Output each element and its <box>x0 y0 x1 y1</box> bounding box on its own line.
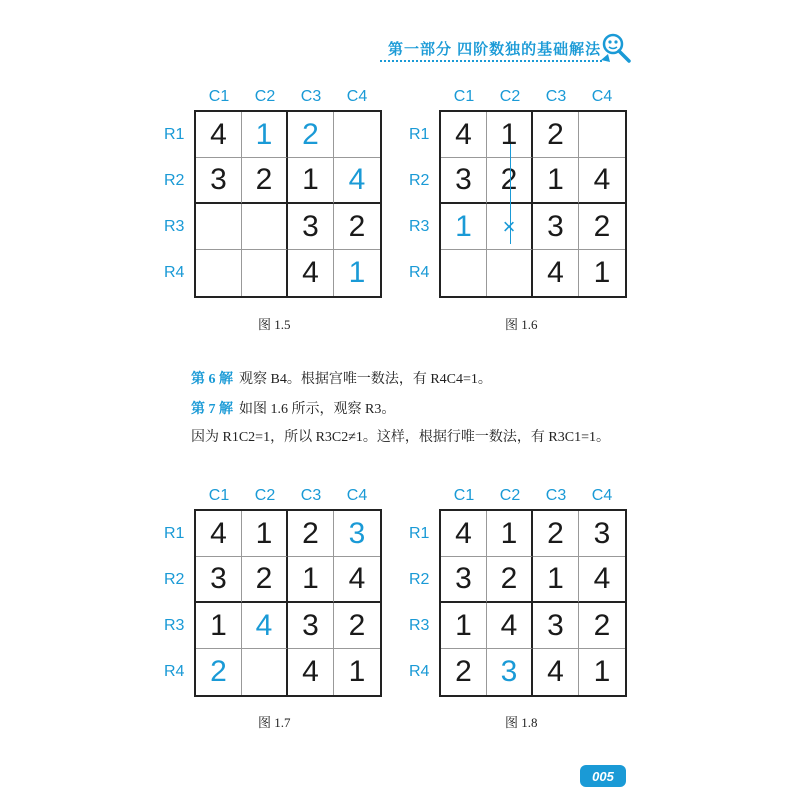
sudoku-cell: 3 <box>533 603 579 649</box>
row-label: R4 <box>164 264 185 281</box>
row-label: R2 <box>164 571 185 588</box>
sudoku-cell: 2 <box>487 158 533 204</box>
step-7-body: 如图 1.6 所示，观察 R3。 <box>239 402 396 417</box>
magnifier-mascot-icon <box>598 30 634 66</box>
sudoku-cell: 3 <box>441 557 487 603</box>
column-label: C4 <box>346 88 368 105</box>
sudoku-cell: 3 <box>487 649 533 695</box>
column-label: C4 <box>346 487 368 504</box>
row-label: R2 <box>409 172 430 189</box>
sudoku-cell: 4 <box>196 112 242 158</box>
sudoku-cell: × <box>487 204 533 250</box>
sudoku-cell: 2 <box>533 511 579 557</box>
sudoku-cell: 3 <box>288 204 334 250</box>
sudoku-cell: 4 <box>334 557 380 603</box>
row-label: R3 <box>164 218 185 235</box>
figure-caption-1-8: 图 1.8 <box>505 715 538 730</box>
sudoku-cell: 3 <box>196 158 242 204</box>
row-label: R1 <box>409 126 430 143</box>
step-6-paragraph <box>191 368 492 388</box>
sudoku-cell: 1 <box>348 655 366 688</box>
column-label: C1 <box>453 487 475 504</box>
column-label: C2 <box>254 487 276 504</box>
sudoku-cell: 1 <box>487 112 533 158</box>
row-label: R1 <box>409 525 430 542</box>
sudoku-cell: 1 <box>348 256 366 289</box>
row-label: R3 <box>409 218 430 235</box>
sudoku-cell: 3 <box>533 204 579 250</box>
sudoku-cell: 1 <box>242 112 288 158</box>
sudoku-figure-1-8 <box>409 487 649 727</box>
sudoku-grid <box>439 110 627 298</box>
sudoku-cell: 4 <box>196 511 242 557</box>
sudoku-cell: 2 <box>334 603 380 649</box>
sudoku-cell: 1 <box>242 511 288 557</box>
header-dotted-rule <box>380 60 602 62</box>
sudoku-cell <box>334 112 380 158</box>
column-label: C4 <box>591 487 613 504</box>
sudoku-cell: 2 <box>288 112 334 158</box>
sudoku-cell: 1 <box>441 204 487 250</box>
row-label: R2 <box>409 571 430 588</box>
sudoku-cell: 2 <box>579 603 625 649</box>
step-6-label: 第 6 解 <box>191 372 233 387</box>
sudoku-grid <box>194 509 382 697</box>
sudoku-cell: 4 <box>579 557 625 603</box>
sudoku-cell: 2 <box>334 204 380 250</box>
sudoku-cell: 2 <box>533 112 579 158</box>
figure-caption-1-6: 图 1.6 <box>505 317 538 332</box>
sudoku-cell: 4 <box>533 250 579 296</box>
sudoku-cell: 2 <box>487 557 533 603</box>
row-label: R2 <box>164 172 185 189</box>
sudoku-cell: 1 <box>533 158 579 204</box>
column-label: C3 <box>545 487 567 504</box>
step-6-body: 观察 B4。根据宫唯一数法，有 R4C4=1。 <box>239 372 492 387</box>
column-label: C4 <box>591 88 613 105</box>
sudoku-cell: 1 <box>487 511 533 557</box>
sudoku-cell: 4 <box>533 649 579 695</box>
sudoku-cell: 2 <box>242 557 288 603</box>
step-7-paragraph <box>191 398 395 418</box>
sudoku-grid <box>194 110 382 298</box>
header-title: 第一部分 四阶数独的基础解法 <box>388 41 602 58</box>
column-label: C2 <box>499 487 521 504</box>
sudoku-cell: 3 <box>196 557 242 603</box>
sudoku-cell: 2 <box>441 649 487 695</box>
sudoku-cell <box>441 250 487 296</box>
column-label: C1 <box>208 88 230 105</box>
sudoku-cell: 1 <box>593 655 611 688</box>
sudoku-cell: 1 <box>533 557 579 603</box>
sudoku-cell: 4 <box>242 603 288 649</box>
sudoku-cell <box>487 250 533 296</box>
sudoku-figure-1-5 <box>164 88 404 328</box>
column-label: C1 <box>208 487 230 504</box>
step-7-label: 第 7 解 <box>191 402 233 417</box>
column-label: C3 <box>545 88 567 105</box>
sudoku-cell: 3 <box>288 603 334 649</box>
page-number: 005 <box>580 765 626 787</box>
row-label: R1 <box>164 126 185 143</box>
row-label: R1 <box>164 525 185 542</box>
sudoku-cell: 4 <box>288 649 334 695</box>
row-label: R3 <box>409 617 430 634</box>
sudoku-cell: 4 <box>334 158 380 204</box>
sudoku-cell: 2 <box>288 511 334 557</box>
column-label: C1 <box>453 88 475 105</box>
sudoku-cell: 1 <box>593 256 611 289</box>
elimination-line <box>510 144 511 244</box>
row-label: R4 <box>409 663 430 680</box>
sudoku-cell: 2 <box>242 158 288 204</box>
sudoku-cell <box>242 649 288 695</box>
sudoku-cell: 4 <box>288 250 334 296</box>
sudoku-cell: 4 <box>487 603 533 649</box>
column-label: C2 <box>254 88 276 105</box>
sudoku-cell: 3 <box>579 511 625 557</box>
sudoku-cell: 4 <box>441 112 487 158</box>
sudoku-figure-1-6 <box>409 88 649 328</box>
sudoku-cell: 1 <box>196 603 242 649</box>
sudoku-cell: 1 <box>441 603 487 649</box>
sudoku-cell: 4 <box>579 158 625 204</box>
sudoku-cell <box>196 250 242 296</box>
sudoku-figure-1-7 <box>164 487 404 727</box>
row-label: R4 <box>409 264 430 281</box>
sudoku-cell: 4 <box>441 511 487 557</box>
sudoku-cell: 1 <box>288 557 334 603</box>
sudoku-cell <box>242 250 288 296</box>
sudoku-cell <box>196 204 242 250</box>
sudoku-cell: 1 <box>288 158 334 204</box>
column-label: C3 <box>300 88 322 105</box>
figure-caption-1-7: 图 1.7 <box>258 715 291 730</box>
sudoku-cell: 3 <box>441 158 487 204</box>
column-label: C2 <box>499 88 521 105</box>
sudoku-cell: 2 <box>196 649 242 695</box>
sudoku-cell <box>242 204 288 250</box>
running-header <box>380 30 640 70</box>
step-7-detail: 因为 R1C2=1，所以 R3C2≠1。这样，根据行唯一数法，有 R3C1=1。 <box>191 430 611 445</box>
figure-caption-1-5: 图 1.5 <box>258 317 291 332</box>
sudoku-cell <box>579 112 625 158</box>
column-label: C3 <box>300 487 322 504</box>
sudoku-cell: 2 <box>579 204 625 250</box>
row-label: R4 <box>164 663 185 680</box>
sudoku-cell: 3 <box>334 511 380 557</box>
row-label: R3 <box>164 617 185 634</box>
sudoku-grid <box>439 509 627 697</box>
